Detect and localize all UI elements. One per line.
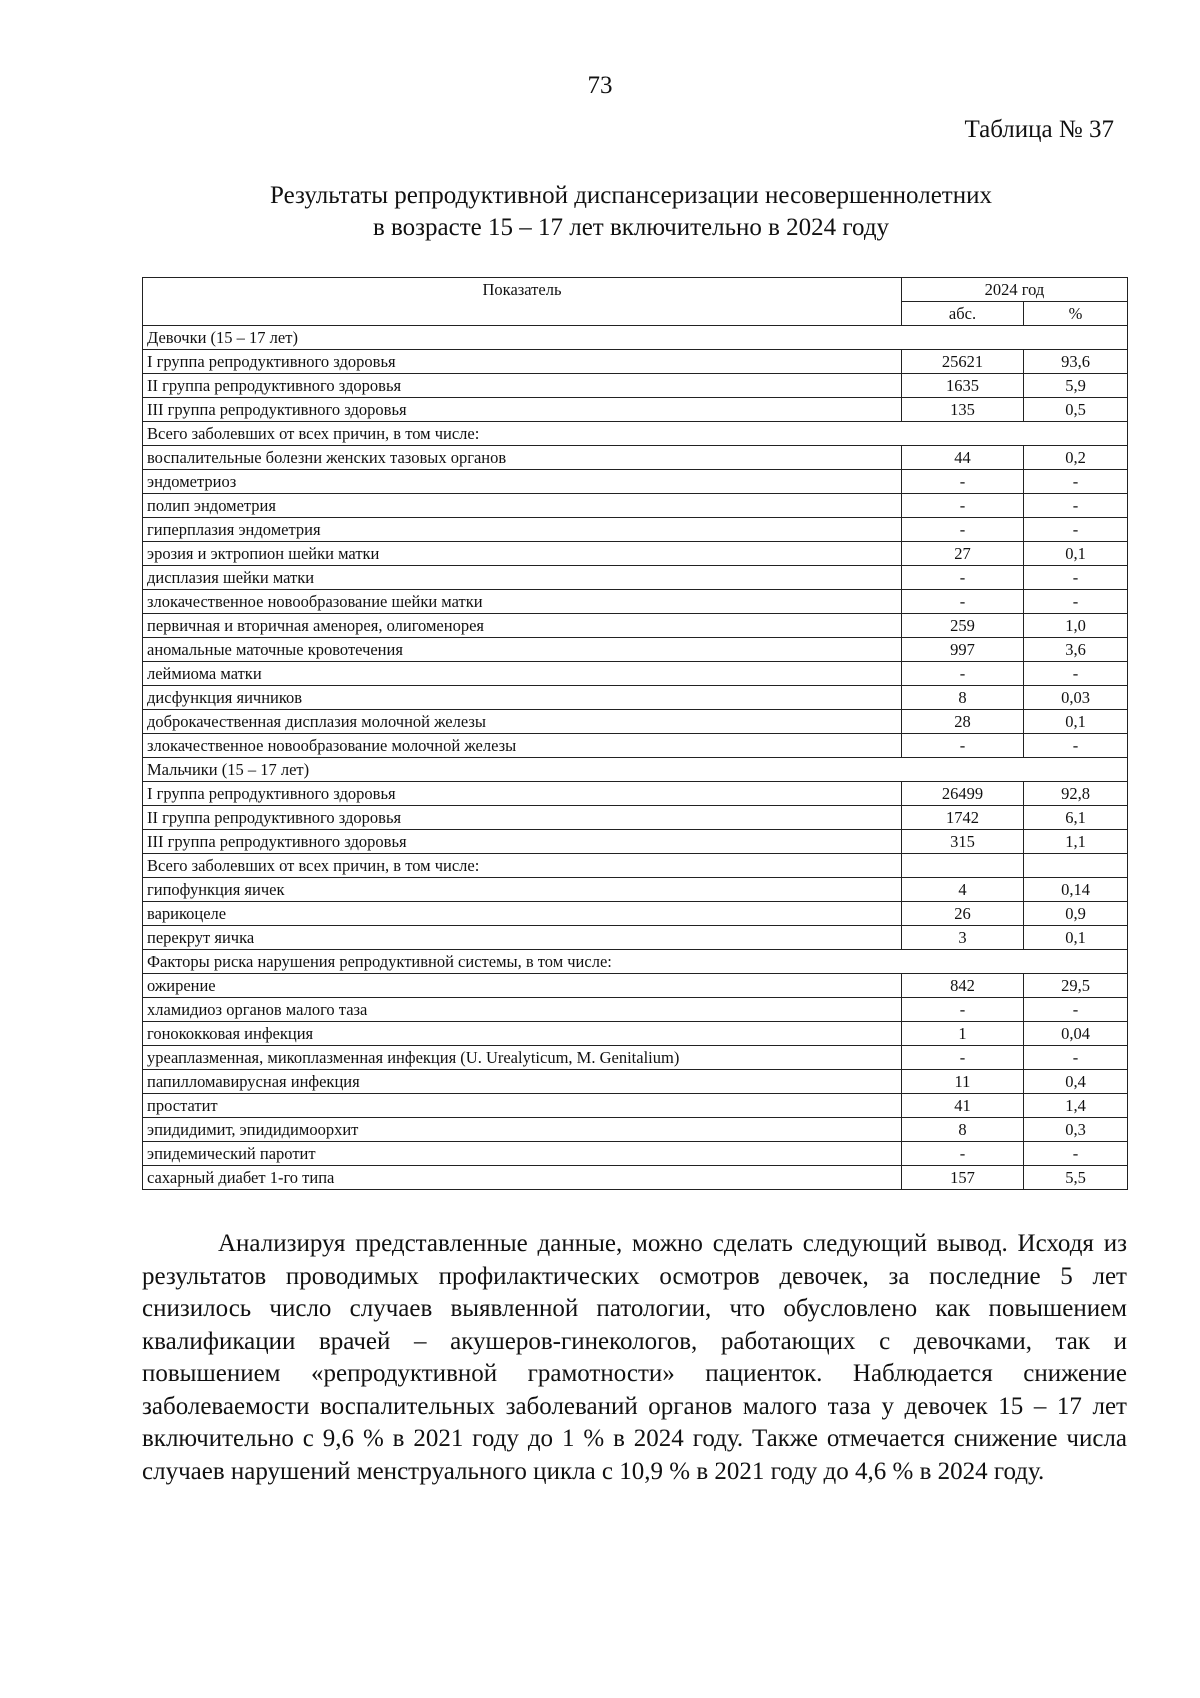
row-pct-value: - — [1024, 494, 1128, 518]
row-label: II группа репродуктивного здоровья — [143, 806, 902, 830]
table-row — [143, 1022, 1128, 1046]
row-label: эпидемический паротит — [143, 1142, 902, 1166]
row-pct-value: 0,1 — [1024, 926, 1128, 950]
table-row — [143, 614, 1128, 638]
row-label: злокачественное новообразование шейки матки — [143, 590, 902, 614]
table-row — [143, 998, 1128, 1022]
row-abs-value: - — [902, 518, 1024, 542]
row-abs-value: - — [902, 1046, 1024, 1070]
table-title-line-2: в возрасте 15 – 17 лет включительно в 2024 году — [372, 214, 890, 241]
row-pct-value: 5,9 — [1024, 374, 1128, 398]
row-abs-value: 44 — [902, 446, 1024, 470]
table-row — [143, 1142, 1128, 1166]
section-label: Девочки (15 – 17 лет) — [143, 326, 1128, 350]
row-abs-value: 997 — [902, 638, 1024, 662]
row-abs-value: 842 — [902, 974, 1024, 998]
row-abs-value: 4 — [902, 878, 1024, 902]
row-label: полип эндометрия — [143, 494, 902, 518]
row-abs-value: - — [902, 566, 1024, 590]
table-row — [143, 1070, 1128, 1094]
row-pct-value: - — [1024, 470, 1128, 494]
row-pct-value: 0,03 — [1024, 686, 1128, 710]
row-label: варикоцеле — [143, 902, 902, 926]
row-pct-value: 1,0 — [1024, 614, 1128, 638]
table-row — [143, 470, 1128, 494]
statistics-table — [142, 277, 1128, 1190]
row-abs-value: 27 — [902, 542, 1024, 566]
row-label: эндометриоз — [143, 470, 902, 494]
row-pct-value: 0,4 — [1024, 1070, 1128, 1094]
row-label: гипофункция яичек — [143, 878, 902, 902]
row-label: уреаплазменная, микоплазменная инфекция (U. Urealyticum, M. Genitalium) — [143, 1046, 902, 1070]
row-abs-value: - — [902, 494, 1024, 518]
row-label: папилломавирусная инфекция — [143, 1070, 902, 1094]
row-label: I группа репродуктивного здоровья — [143, 782, 902, 806]
row-pct-value: 1,1 — [1024, 830, 1128, 854]
row-label: первичная и вторичная аменорея, олигоменорея — [143, 614, 902, 638]
table-row — [143, 830, 1128, 854]
row-abs-value: 11 — [902, 1070, 1024, 1094]
row-abs-value: - — [902, 734, 1024, 758]
row-abs-value: 25621 — [902, 350, 1024, 374]
row-abs-value: 315 — [902, 830, 1024, 854]
table-row — [143, 926, 1128, 950]
row-pct-value: - — [1024, 566, 1128, 590]
row-abs-value: - — [902, 590, 1024, 614]
row-pct-value: - — [1024, 1046, 1128, 1070]
row-abs-value — [902, 854, 1024, 878]
table-row — [143, 518, 1128, 542]
row-label: гиперплазия эндометрия — [143, 518, 902, 542]
row-label: ожирение — [143, 974, 902, 998]
table-section-row — [143, 758, 1128, 782]
table-row — [143, 350, 1128, 374]
row-pct-value — [1024, 854, 1128, 878]
row-abs-value: - — [902, 1142, 1024, 1166]
conclusion-paragraph: Анализируя представленные данные, можно сделать следующий вывод. Исходя из результатов проводимых профилактических осмотров девочек, за последние 5 лет снизилось число случаев выявленной патологии, что обусловлено как повышением квалификации врачей – акушеров-гинекологов, работающих с девочками, так и повышением «репродуктивной грамотности» пациенток. Наблюдается снижение заболеваемости воспалительных заболеваний органов малого таза у девочек 15 – 17 лет включительно с 9,6 % в 2021 году до 1 % в 2024 году. Также отмечается снижение числа случаев нарушений менструального цикла с 10,9 % в 2021 году до 4,6 % в 2024 году. — [142, 1230, 1127, 1485]
row-label: II группа репродуктивного здоровья — [143, 374, 902, 398]
table-row — [143, 1166, 1128, 1190]
table-row — [143, 1094, 1128, 1118]
row-abs-value: 157 — [902, 1166, 1024, 1190]
header-year: 2024 год — [902, 278, 1128, 302]
table-row — [143, 566, 1128, 590]
row-abs-value: 8 — [902, 686, 1024, 710]
row-abs-value: - — [902, 470, 1024, 494]
row-pct-value: 0,1 — [1024, 542, 1128, 566]
section-label: Мальчики (15 – 17 лет) — [143, 758, 1128, 782]
table-title — [0, 180, 1200, 244]
row-pct-value: 3,6 — [1024, 638, 1128, 662]
row-abs-value: 135 — [902, 398, 1024, 422]
row-pct-value: - — [1024, 590, 1128, 614]
row-pct-value: - — [1024, 998, 1128, 1022]
table-row — [143, 710, 1128, 734]
row-label: воспалительные болезни женских тазовых органов — [143, 446, 902, 470]
row-abs-value: 26499 — [902, 782, 1024, 806]
section-label: Всего заболевших от всех причин, в том числе: — [143, 422, 1128, 446]
section-label: Факторы риска нарушения репродуктивной системы, в том числе: — [143, 950, 1128, 974]
row-abs-value: 41 — [902, 1094, 1024, 1118]
table-row — [143, 542, 1128, 566]
row-label: дисплазия шейки матки — [143, 566, 902, 590]
row-pct-value: 0,14 — [1024, 878, 1128, 902]
table-row — [143, 902, 1128, 926]
row-pct-value: - — [1024, 518, 1128, 542]
row-label: гонококковая инфекция — [143, 1022, 902, 1046]
table-label: Таблица № 37 — [964, 116, 1114, 143]
row-pct-value: - — [1024, 662, 1128, 686]
row-pct-value: 1,4 — [1024, 1094, 1128, 1118]
row-label: простатит — [143, 1094, 902, 1118]
table-row — [143, 806, 1128, 830]
row-label: хламидиоз органов малого таза — [143, 998, 902, 1022]
table-row — [143, 638, 1128, 662]
table-section-row — [143, 422, 1128, 446]
table-row — [143, 734, 1128, 758]
row-pct-value: 0,04 — [1024, 1022, 1128, 1046]
header-pct: % — [1024, 302, 1128, 326]
row-abs-value: 259 — [902, 614, 1024, 638]
row-pct-value: 0,5 — [1024, 398, 1128, 422]
row-label: I группа репродуктивного здоровья — [143, 350, 902, 374]
row-label: III группа репродуктивного здоровья — [143, 398, 902, 422]
row-label: эпидидимит, эпидидимоорхит — [143, 1118, 902, 1142]
row-pct-value: 0,1 — [1024, 710, 1128, 734]
table-row — [143, 686, 1128, 710]
row-abs-value: - — [902, 998, 1024, 1022]
row-pct-value: - — [1024, 734, 1128, 758]
table-section-row — [143, 326, 1128, 350]
page-number: 73 — [587, 72, 613, 99]
row-label: аномальные маточные кровотечения — [143, 638, 902, 662]
row-pct-value: 93,6 — [1024, 350, 1128, 374]
table-row — [143, 446, 1128, 470]
header-indicator: Показатель — [143, 278, 902, 326]
table-header-row — [143, 278, 1128, 302]
row-abs-value: 1 — [902, 1022, 1024, 1046]
table-section-row — [143, 950, 1128, 974]
row-label: сахарный диабет 1-го типа — [143, 1166, 902, 1190]
row-pct-value: 0,2 — [1024, 446, 1128, 470]
table-row — [143, 1118, 1128, 1142]
table-body — [143, 326, 1128, 1190]
row-label: Всего заболевших от всех причин, в том числе: — [143, 854, 902, 878]
row-pct-value: 29,5 — [1024, 974, 1128, 998]
row-label: доброкачественная дисплазия молочной железы — [143, 710, 902, 734]
row-abs-value: 28 — [902, 710, 1024, 734]
row-label: леймиома матки — [143, 662, 902, 686]
header-abs: абс. — [902, 302, 1024, 326]
row-abs-value: 8 — [902, 1118, 1024, 1142]
table-row — [143, 878, 1128, 902]
table-row — [143, 782, 1128, 806]
row-abs-value: - — [902, 662, 1024, 686]
row-pct-value: - — [1024, 1142, 1128, 1166]
table-row — [143, 374, 1128, 398]
table-row — [143, 398, 1128, 422]
row-label: злокачественное новообразование молочной железы — [143, 734, 902, 758]
row-pct-value: 0,3 — [1024, 1118, 1128, 1142]
row-pct-value: 0,9 — [1024, 902, 1128, 926]
row-pct-value: 92,8 — [1024, 782, 1128, 806]
row-label: III группа репродуктивного здоровья — [143, 830, 902, 854]
row-abs-value: 1635 — [902, 374, 1024, 398]
row-pct-value: 5,5 — [1024, 1166, 1128, 1190]
row-abs-value: 3 — [902, 926, 1024, 950]
table-row — [143, 854, 1128, 878]
table-row — [143, 1046, 1128, 1070]
table-title-line-1: Результаты репродуктивной диспансеризации несовершеннолетних — [270, 182, 992, 209]
row-pct-value: 6,1 — [1024, 806, 1128, 830]
row-abs-value: 26 — [902, 902, 1024, 926]
table-row — [143, 494, 1128, 518]
table-row — [143, 590, 1128, 614]
row-label: перекрут яичка — [143, 926, 902, 950]
row-abs-value: 1742 — [902, 806, 1024, 830]
table-row — [143, 662, 1128, 686]
row-label: дисфункция яичников — [143, 686, 902, 710]
table-row — [143, 974, 1128, 998]
row-label: эрозия и эктропион шейки матки — [143, 542, 902, 566]
